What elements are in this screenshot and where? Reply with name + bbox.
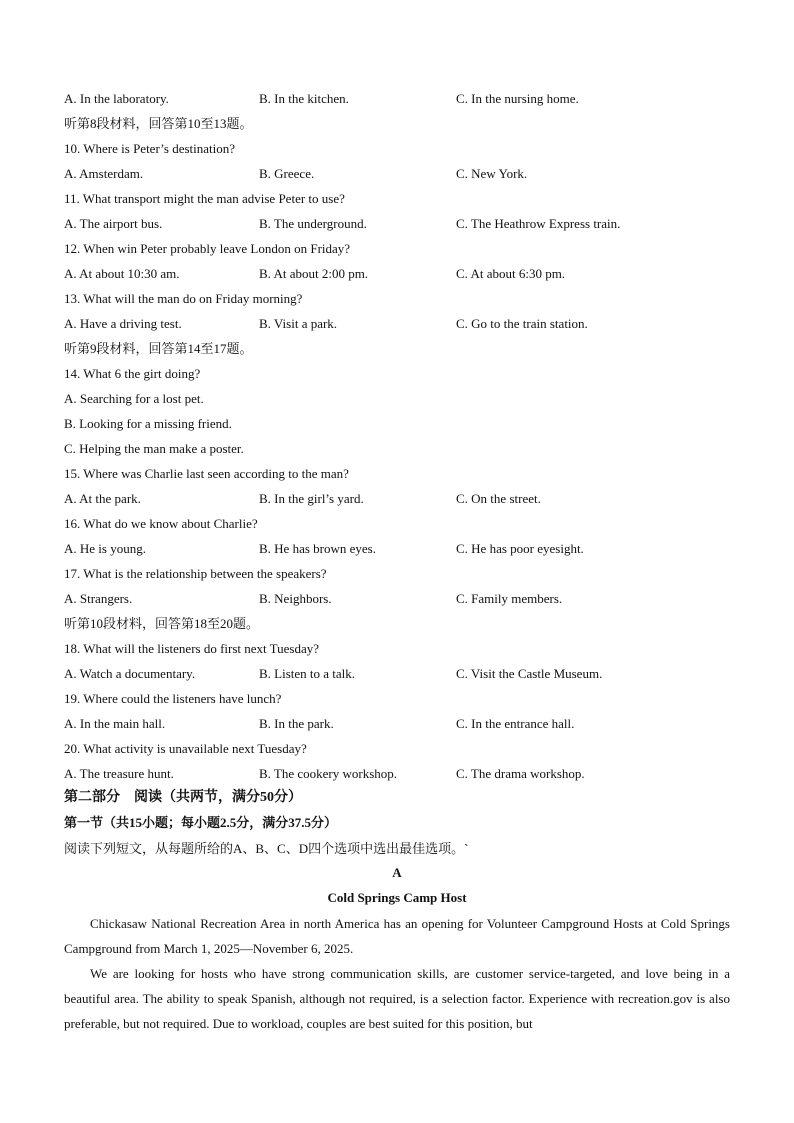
question-line: 14. What 6 the girt doing? xyxy=(64,366,201,381)
option-a: A. In the laboratory. xyxy=(64,91,169,106)
option-c: C. The Heathrow Express train. xyxy=(456,216,621,231)
passage-letter: A xyxy=(392,865,402,880)
option-b: B. In the girl’s yard. xyxy=(259,491,364,506)
option-c: C. The drama workshop. xyxy=(456,766,585,781)
option-c: C. New York. xyxy=(456,166,528,181)
option-b: B. The underground. xyxy=(259,216,367,231)
question-line: 10. Where is Peter’s destination? xyxy=(64,141,236,156)
option-c: C. Go to the train station. xyxy=(456,316,588,331)
option-a: A. Amsterdam. xyxy=(64,166,144,181)
question-line: 16. What do we know about Charlie? xyxy=(64,516,258,531)
option-c: C. He has poor eyesight. xyxy=(456,541,584,556)
question-line: 12. When win Peter probably leave London on Friday? xyxy=(64,241,351,256)
option-b: B. In the park. xyxy=(259,716,334,731)
question-line: 19. Where could the listeners have lunch? xyxy=(64,691,282,706)
option-c: C. Visit the Castle Museum. xyxy=(456,666,603,681)
option-a: A. In the main hall. xyxy=(64,716,166,731)
question-line: 13. What will the man do on Friday morning? xyxy=(64,291,303,306)
option-b: B. Visit a park. xyxy=(259,316,338,331)
question-line: 18. What will the listeners do first next Tuesday? xyxy=(64,641,320,656)
passage-title: Cold Springs Camp Host xyxy=(327,890,467,905)
option-a: A. He is young. xyxy=(64,541,146,556)
question-line: 11. What transport might the man advise Peter to use? xyxy=(64,191,345,206)
option-a: A. Watch a documentary. xyxy=(64,666,196,681)
passage-paragraph-2: We are looking for hosts who have strong communication skills, are customer service-targeted, and love being in a beautiful area. The ability to speak Spanish, although not required, is a selection factor. Experience with recreation.gov is also preferable, but not required. Due to workload, couples are best suited for this position, but xyxy=(64,966,730,1031)
question-line: 17. What is the relationship between the speakers? xyxy=(64,566,327,581)
option-a: A. At the park. xyxy=(64,491,141,506)
option-b: B. Listen to a talk. xyxy=(259,666,356,681)
option-a: A. Have a driving test. xyxy=(64,316,182,331)
question-line: C. Helping the man make a poster. xyxy=(64,441,244,456)
passage-paragraph-1: Chickasaw National Recreation Area in north America has an opening for Volunteer Campground Hosts at Cold Springs Campground from March 1, 2025—November 6, 2025. xyxy=(64,916,730,956)
option-b: B. The cookery workshop. xyxy=(259,766,398,781)
option-b: B. Greece. xyxy=(259,166,315,181)
option-a: A. The treasure hunt. xyxy=(64,766,174,781)
option-a: A. Strangers. xyxy=(64,591,133,606)
question-line: 20. What activity is unavailable next Tuesday? xyxy=(64,741,307,756)
option-b: B. Neighbors. xyxy=(259,591,332,606)
reading-instruction: 阅读下列短文，从每题所给的A、B、C、D四个选项中选出最佳选项。` xyxy=(64,841,469,856)
section1-heading: 第一节（共15小题；每小题2.5分，满分37.5分） xyxy=(64,815,338,830)
option-c: C. In the nursing home. xyxy=(456,91,579,106)
question-line: 15. Where was Charlie last seen according to the man? xyxy=(64,466,349,481)
option-c: C. In the entrance hall. xyxy=(456,716,575,731)
part2-heading: 第二部分 阅读（共两节，满分50分） xyxy=(64,790,302,805)
option-b: B. At about 2:00 pm. xyxy=(259,266,369,281)
question-line: B. Looking for a missing friend. xyxy=(64,416,232,431)
option-a: A. The airport bus. xyxy=(64,216,163,231)
question-line: 听第8段材料，回答第10至13题。 xyxy=(64,116,253,131)
option-b: B. He has brown eyes. xyxy=(259,541,376,556)
option-a: A. At about 10:30 am. xyxy=(64,266,180,281)
question-line: A. Searching for a lost pet. xyxy=(64,391,204,406)
option-c: C. At about 6:30 pm. xyxy=(456,266,566,281)
option-c: C. Family members. xyxy=(456,591,563,606)
option-c: C. On the street. xyxy=(456,491,541,506)
option-b: B. In the kitchen. xyxy=(259,91,349,106)
question-line: 听第10段材料，回答第18至20题。 xyxy=(64,616,260,631)
question-line: 听第9段材料，回答第14至17题。 xyxy=(64,341,253,356)
